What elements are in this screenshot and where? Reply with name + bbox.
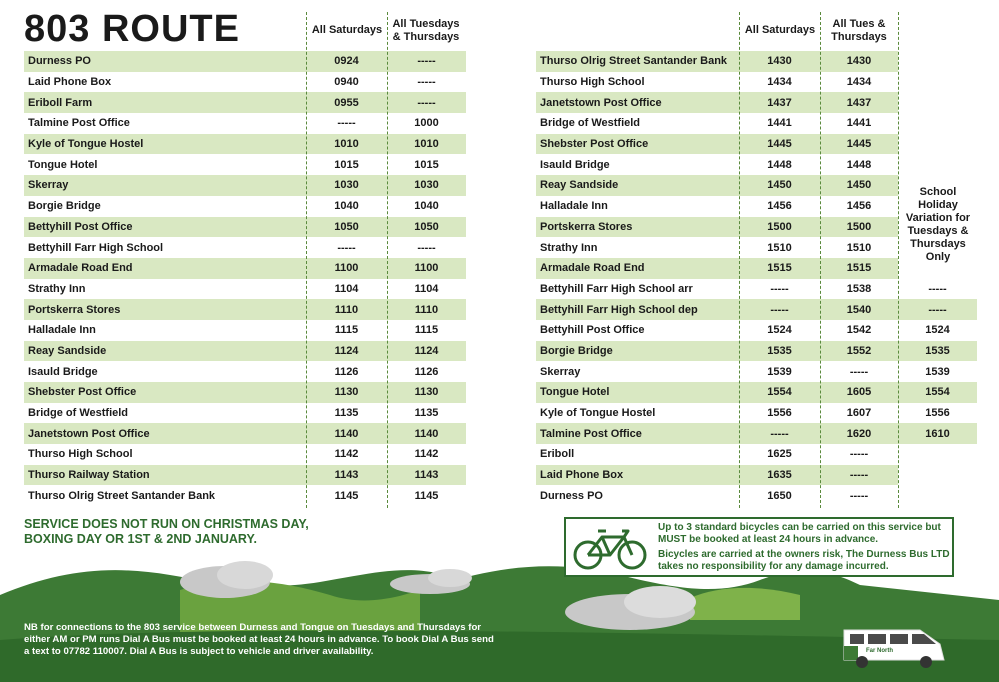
stop-name: Kyle of Tongue Hostel — [24, 134, 306, 155]
stop-name: Durness PO — [540, 489, 603, 502]
holiday-time: 1610 — [898, 423, 977, 444]
stop-name: Bettyhill Farr High School dep — [536, 299, 739, 320]
table-row — [536, 382, 977, 403]
stop-name: Shebster Post Office — [536, 134, 739, 155]
saturday-time: 1124 — [306, 341, 387, 362]
tue-thu-time: 1030 — [387, 175, 466, 196]
holiday-time — [898, 72, 977, 93]
holiday-time: 1554 — [898, 382, 977, 403]
saturday-time: 1500 — [739, 217, 820, 238]
stop-name: Laid Phone Box — [536, 465, 739, 486]
stop-name: Portskerra Stores — [24, 299, 306, 320]
stop-name: Talmine Post Office — [28, 117, 130, 130]
holiday-time — [898, 134, 977, 155]
tue-thu-time: 1552 — [820, 341, 898, 362]
table-row — [536, 320, 977, 341]
divider — [820, 12, 821, 508]
table-row — [24, 92, 466, 113]
saturday-time: 1441 — [767, 117, 792, 130]
tue-thu-time: 1143 — [387, 465, 466, 486]
holiday-time — [898, 92, 977, 113]
table-row — [536, 341, 977, 362]
stop-name: Bettyhill Farr High School arr — [540, 282, 693, 295]
tue-thu-time: 1050 — [387, 217, 466, 238]
table-row — [536, 361, 977, 382]
table-row — [536, 154, 977, 175]
bus-logo-text: Far North — [866, 648, 893, 654]
stop-name: Bridge of Westfield — [28, 407, 129, 420]
table-row — [24, 485, 466, 506]
stop-name: Skerray — [540, 365, 581, 378]
stop-name: Halladale Inn — [28, 324, 96, 337]
saturday-time: 1445 — [739, 134, 820, 155]
tue-thu-time: 1430 — [820, 51, 898, 72]
stop-name: Durness PO — [24, 51, 306, 72]
right-header-saturdays: All Saturdays — [744, 24, 816, 36]
table-row — [536, 299, 977, 320]
tue-thu-time: 1441 — [846, 117, 872, 130]
stop-name: Reay Sandside — [24, 341, 306, 362]
saturday-time: 1554 — [739, 382, 820, 403]
saturday-time: ----- — [337, 241, 356, 254]
saturday-time: 1145 — [334, 489, 359, 502]
stop-name: Laid Phone Box — [28, 76, 112, 89]
table-row — [24, 113, 466, 134]
bicycle-info-box — [564, 517, 954, 577]
stop-name: Thurso Railway Station — [24, 465, 306, 486]
table-row — [24, 51, 466, 72]
holiday-time: 1535 — [898, 341, 977, 362]
holiday-time — [898, 485, 977, 506]
holiday-time — [898, 444, 977, 465]
bicycle-icon — [572, 525, 648, 571]
stop-name: Portskerra Stores — [536, 217, 739, 238]
divider — [739, 12, 740, 508]
right-header-tue-thu: All Tues & Thursdays — [831, 18, 887, 43]
tue-thu-time: 1500 — [820, 217, 898, 238]
tue-thu-time: 1515 — [820, 258, 898, 279]
tue-thu-time: ----- — [417, 241, 436, 254]
tue-thu-time: 1620 — [820, 423, 898, 444]
holiday-time — [898, 465, 977, 486]
saturday-time: 1539 — [767, 365, 792, 378]
table-row — [24, 403, 466, 424]
stop-name: Halladale Inn — [540, 200, 608, 213]
saturday-time: 1115 — [334, 324, 359, 337]
table-row — [536, 279, 977, 300]
table-row — [24, 320, 466, 341]
table-row — [24, 258, 466, 279]
stop-name: Reay Sandside — [536, 175, 739, 196]
tue-thu-time: 1010 — [387, 134, 466, 155]
table-row — [536, 51, 977, 72]
saturday-time: 1143 — [306, 465, 387, 486]
saturday-time: 0924 — [306, 51, 387, 72]
table-row — [24, 72, 466, 93]
holiday-time — [898, 154, 977, 175]
stop-name: Borgie Bridge — [28, 200, 101, 213]
tue-thu-time: 1115 — [414, 324, 439, 337]
connection-note: NB for connections to the 803 service between Durness and Tongue on Tuesdays and Thursdays for either AM or PM runs Dial A Bus must be booked at least 24 hours in advance. To book Dial A Bus send a text to 07782 110007. Dial A Bus is subject to vehicle and driver availability. — [24, 622, 494, 657]
stop-name: Eriboll — [540, 448, 575, 461]
tue-thu-time: 1145 — [414, 489, 439, 502]
stop-name: Thurso High School — [540, 76, 645, 89]
tue-thu-time: ----- — [849, 448, 869, 461]
tue-thu-time: ----- — [849, 489, 869, 502]
saturday-time: 1437 — [739, 92, 820, 113]
saturday-time: 1015 — [334, 158, 359, 171]
table-row — [24, 196, 466, 217]
tue-thu-time: 1015 — [414, 158, 439, 171]
divider — [898, 12, 899, 508]
table-row — [24, 299, 466, 320]
saturday-time: ----- — [337, 117, 356, 130]
saturday-time: 1650 — [767, 489, 792, 502]
bicycle-info-text-2: Bicycles are carried at the owners risk, The Durness Bus LTD takes no responsibility for any damage incurred. — [658, 549, 950, 572]
stop-name: Isauld Bridge — [540, 158, 610, 171]
divider — [387, 12, 388, 508]
tue-thu-time: 1040 — [414, 200, 439, 213]
holiday-time — [898, 258, 977, 279]
stop-name: Bettyhill Post Office — [540, 324, 645, 337]
table-row — [536, 485, 977, 506]
saturday-time: 1050 — [306, 217, 387, 238]
tue-thu-time: 1538 — [846, 282, 872, 295]
table-row — [536, 444, 977, 465]
stop-name: Thurso Olrig Street Santander Bank — [28, 489, 216, 502]
bicycle-info-text-1: Up to 3 standard bicycles can be carried on this service but MUST be booked at least 24 hours in advance. — [658, 522, 941, 545]
stop-name: Thurso High School — [28, 448, 133, 461]
stop-name: Strathy Inn — [28, 282, 86, 295]
holiday-time — [898, 217, 977, 238]
saturday-time: 1126 — [334, 365, 359, 378]
stop-name: Janetstown Post Office — [536, 92, 739, 113]
saturday-time: 1104 — [334, 282, 359, 295]
holiday-time — [898, 51, 977, 72]
stop-name: Isauld Bridge — [28, 365, 98, 378]
holiday-time: ----- — [898, 299, 977, 320]
tue-thu-time: ----- — [417, 76, 436, 89]
holiday-time: 1539 — [925, 365, 950, 378]
saturday-time: 1524 — [767, 324, 792, 337]
divider — [306, 12, 307, 508]
left-timetable — [24, 51, 466, 506]
stop-name: Bettyhill Farr High School — [28, 241, 164, 254]
stop-name: Tongue Hotel — [28, 158, 98, 171]
table-row — [536, 113, 977, 134]
table-row — [24, 444, 466, 465]
right-timetable — [536, 51, 977, 506]
stop-name: Armadale Road End — [24, 258, 306, 279]
table-row — [24, 279, 466, 300]
stop-name: Armadale Road End — [536, 258, 739, 279]
saturday-time: 1456 — [767, 200, 792, 213]
table-row — [24, 175, 466, 196]
table-row — [536, 134, 977, 155]
tue-thu-time: 1607 — [846, 407, 872, 420]
stop-name: Strathy Inn — [540, 241, 598, 254]
stop-name: Janetstown Post Office — [24, 423, 306, 444]
saturday-time: 1515 — [739, 258, 820, 279]
saturday-time: 1030 — [306, 175, 387, 196]
saturday-time: 1142 — [334, 448, 359, 461]
stop-name: Talmine Post Office — [536, 423, 739, 444]
saturday-time: 0955 — [306, 92, 387, 113]
table-row — [24, 217, 466, 238]
table-row — [24, 382, 466, 403]
table-row — [536, 72, 977, 93]
tue-thu-time: 1542 — [846, 324, 872, 337]
table-row — [24, 154, 466, 175]
tue-thu-time: 1104 — [414, 282, 439, 295]
saturday-time: 1130 — [306, 382, 387, 403]
tue-thu-time: 1135 — [414, 407, 439, 420]
tue-thu-time: ----- — [387, 92, 466, 113]
saturday-time: 1010 — [306, 134, 387, 155]
holiday-time — [898, 175, 977, 196]
table-row — [536, 423, 977, 444]
table-row — [24, 237, 466, 258]
tue-thu-time: 1142 — [414, 448, 439, 461]
bus-logo — [840, 624, 950, 672]
stop-name: Tongue Hotel — [536, 382, 739, 403]
saturday-time: 1450 — [739, 175, 820, 196]
stop-name: Shebster Post Office — [24, 382, 306, 403]
saturday-time: 1040 — [334, 200, 359, 213]
stop-name: Skerray — [24, 175, 306, 196]
tue-thu-time: 1434 — [846, 76, 872, 89]
table-row — [536, 465, 977, 486]
tue-thu-time: 1605 — [820, 382, 898, 403]
stop-name: Borgie Bridge — [536, 341, 739, 362]
saturday-time: ----- — [739, 299, 820, 320]
tue-thu-time: 1130 — [387, 382, 466, 403]
tue-thu-time: 1445 — [820, 134, 898, 155]
tue-thu-time: 1450 — [820, 175, 898, 196]
tue-thu-time: ----- — [820, 465, 898, 486]
table-row — [24, 423, 466, 444]
saturday-time: 1556 — [767, 407, 792, 420]
saturday-time: 1140 — [306, 423, 387, 444]
stop-name: Bettyhill Post Office — [24, 217, 306, 238]
saturday-time: 1434 — [767, 76, 792, 89]
table-row — [24, 465, 466, 486]
saturday-time: ----- — [739, 423, 820, 444]
saturday-time: ----- — [770, 282, 789, 295]
holiday-time — [898, 196, 977, 217]
service-notice — [24, 517, 309, 547]
saturday-time: 1110 — [306, 299, 387, 320]
table-row — [24, 134, 466, 155]
service-notice-line2: BOXING DAY OR 1ST & 2ND JANUARY. — [24, 532, 257, 546]
tue-thu-time: 1510 — [846, 241, 872, 254]
holiday-time: 1556 — [925, 407, 950, 420]
tue-thu-time: 1140 — [387, 423, 466, 444]
stop-name: Bridge of Westfield — [540, 117, 641, 130]
tue-thu-time: ----- — [387, 51, 466, 72]
stop-name: Thurso Olrig Street Santander Bank — [536, 51, 739, 72]
table-row — [536, 217, 977, 238]
tue-thu-time: 1437 — [820, 92, 898, 113]
saturday-time: 1510 — [767, 241, 792, 254]
tue-thu-time: 1456 — [846, 200, 872, 213]
saturday-time: 1625 — [767, 448, 792, 461]
tue-thu-time: 1100 — [387, 258, 466, 279]
saturday-time: 1535 — [739, 341, 820, 362]
holiday-time — [898, 113, 977, 134]
table-row — [536, 175, 977, 196]
stop-name: Kyle of Tongue Hostel — [540, 407, 656, 420]
tue-thu-time: ----- — [849, 365, 869, 378]
saturday-time: 1635 — [739, 465, 820, 486]
tue-thu-time: 1110 — [387, 299, 466, 320]
table-row — [536, 403, 977, 424]
saturday-time: 1135 — [334, 407, 359, 420]
table-row — [536, 237, 977, 258]
saturday-time: 0940 — [334, 76, 359, 89]
left-header-saturdays: All Saturdays — [311, 24, 383, 36]
saturday-time: 1100 — [306, 258, 387, 279]
tue-thu-time: 1000 — [414, 117, 439, 130]
tue-thu-time: 1540 — [820, 299, 898, 320]
tue-thu-time: 1448 — [846, 158, 872, 171]
table-row — [24, 341, 466, 362]
table-row — [536, 258, 977, 279]
holiday-variation-header: School Holiday Variation for Tuesdays & Thursdays Only — [905, 186, 971, 263]
holiday-time: ----- — [928, 282, 947, 295]
saturday-time: 1448 — [767, 158, 792, 171]
tue-thu-time: 1126 — [414, 365, 439, 378]
table-row — [536, 196, 977, 217]
saturday-time: 1430 — [739, 51, 820, 72]
left-header-tue-thu: All Tuesdays & Thursdays — [392, 18, 460, 43]
table-row — [536, 92, 977, 113]
stop-name: Eriboll Farm — [24, 92, 306, 113]
holiday-time — [898, 237, 977, 258]
page-title: 803 ROUTE — [24, 8, 240, 50]
holiday-time: 1524 — [925, 324, 950, 337]
table-row — [24, 361, 466, 382]
tue-thu-time: 1124 — [387, 341, 466, 362]
service-notice-line1: SERVICE DOES NOT RUN ON CHRISTMAS DAY, — [24, 517, 309, 531]
